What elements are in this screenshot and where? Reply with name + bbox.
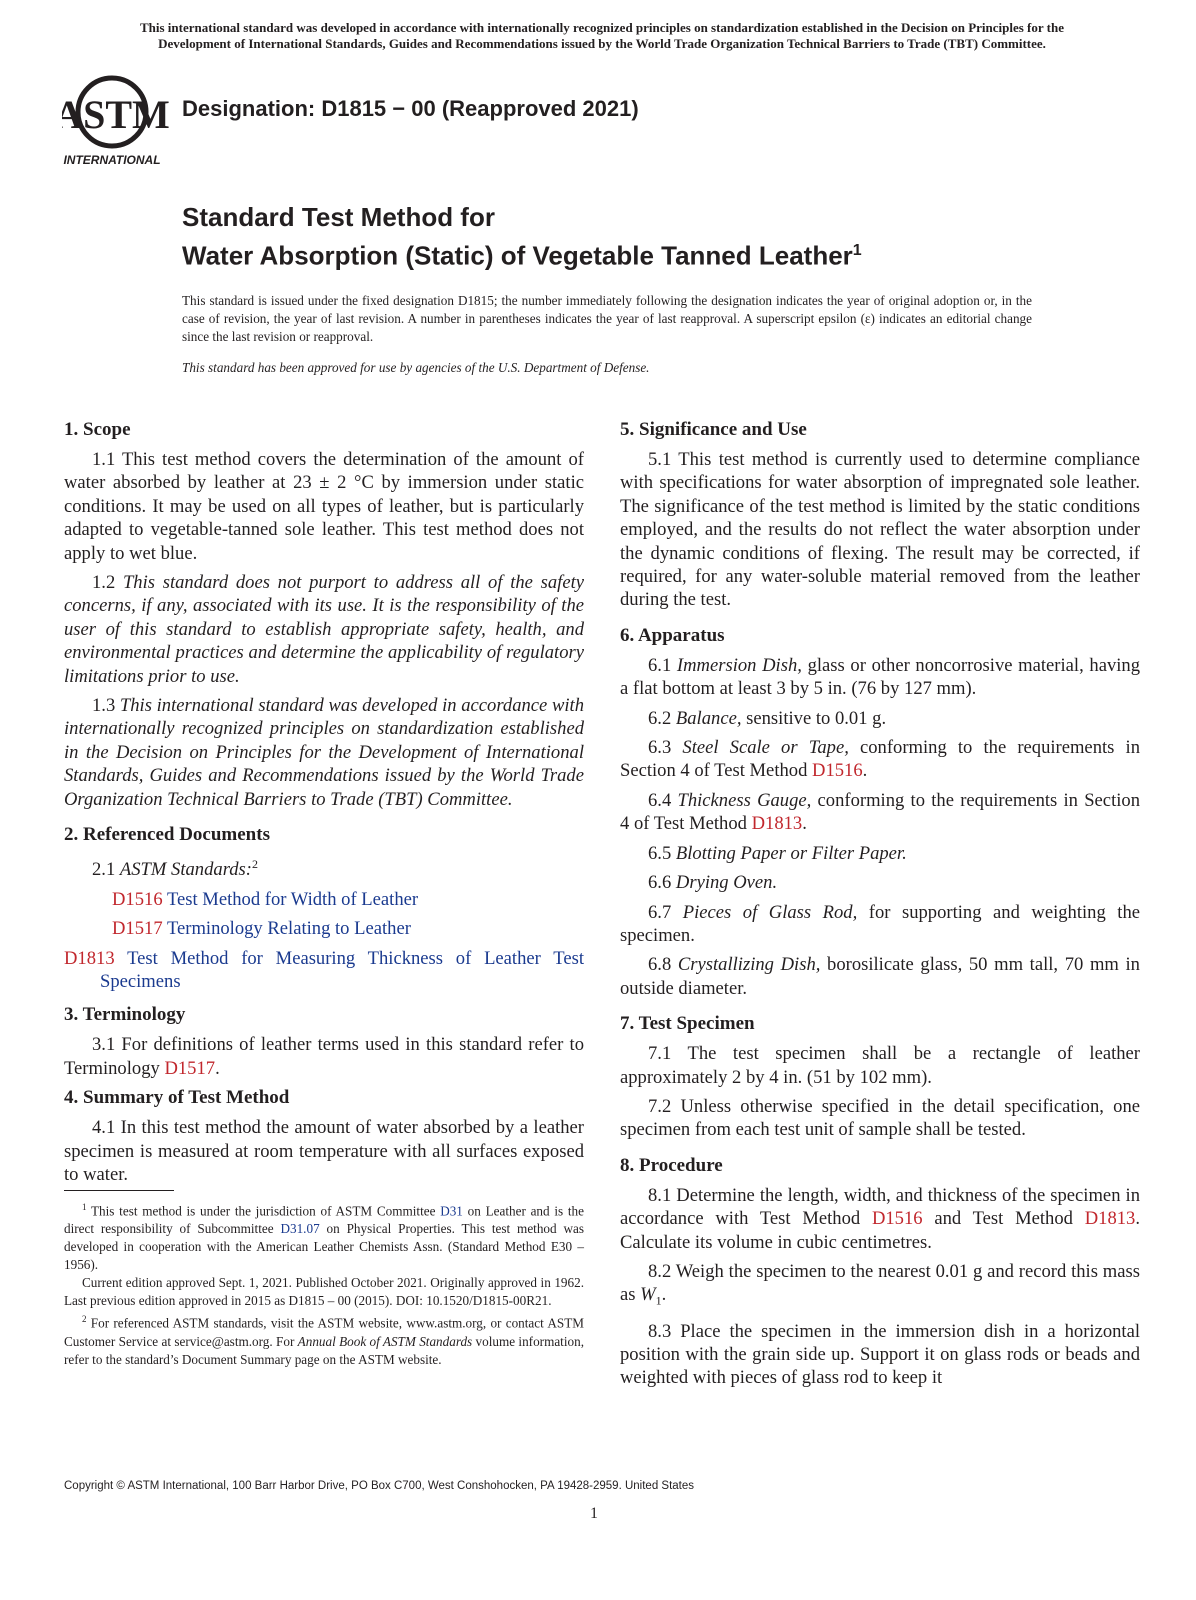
apparatus-name: Immersion Dish, (676, 654, 802, 676)
section-7-1: 7.1 The test specimen shall be a rectangle of leather approximately 2 by 4 in. (51 by 102 mm). (620, 1043, 1140, 1088)
footnote-edition: Current edition approved Sept. 1, 2021. Published October 2021. Originally approved in 1962. Last previous edition approved in 2015 as D1815 – 00 (2015). DOI: 10.1520/D1815-00R21. (64, 1275, 584, 1309)
section-8-1-text: 8.1 Determine the length, width, and thickness of the specimen in accordance with Test Method (620, 1184, 1140, 1230)
section-1-2-text: This standard does not purport to address all of the safety concerns, if any, associated with its use. It is the responsibility of the user of this standard to establish appropriate safety, health, and environmental practices and determine the applicability of regulatory limitations prior to use. (64, 572, 584, 687)
logo-subtext: INTERNATIONAL (63, 153, 161, 167)
section-4-1: 4.1 In this test method the amount of water absorbed by a leather specimen is measured at room temperature with all surfaces exposed to water. (64, 1117, 584, 1185)
section-8-1 (620, 1184, 1140, 1254)
title-footnote-mark: 1 (852, 242, 862, 259)
section-number: 6.7 (648, 901, 672, 923)
apparatus-text: conforming to the requirements in Section 4 of Test Method (620, 789, 1140, 835)
apparatus-item (620, 901, 1140, 948)
apparatus-text: for supporting and weighting the specimen. (620, 901, 1140, 946)
section-number: 6.6 (648, 872, 672, 894)
reference-title[interactable]: Test Method for Measuring Thickness of Leather Test Specimens (100, 947, 584, 992)
reference-link[interactable]: D1517 (164, 1057, 216, 1079)
logo-text: ASTM (62, 92, 170, 137)
punct: . (215, 1057, 220, 1079)
reference-list (64, 888, 584, 994)
footnote-text: volume information, refer to the standard’s Document Summary page on the ASTM website. (64, 1333, 584, 1367)
section-number: 6.8 (648, 954, 672, 976)
apparatus-text: conforming to the requirements in Section 4 of Test Method (620, 737, 1140, 782)
apparatus-item (620, 871, 1140, 894)
apparatus-name: Balance, (675, 707, 742, 729)
section-number: 1.3 (92, 695, 116, 717)
reference-link[interactable]: D1516 (812, 760, 863, 782)
apparatus-text: borosilicate glass, 50 mm tall, 70 mm in outside diameter. (620, 954, 1140, 999)
right-column (620, 418, 1140, 1396)
mass-variable: W (640, 1284, 656, 1306)
notice-line-1: This international standard was developed in accordance with internationally recognized principles on standardization established in the Decision on Principles for the (139, 20, 1064, 35)
reference-title[interactable]: Terminology Relating to Leather (166, 918, 411, 940)
reference-item[interactable] (64, 947, 584, 994)
apparatus-name: Thickness Gauge, (677, 789, 812, 811)
footnote-1 (64, 1198, 584, 1274)
footnote-ref: 2 (251, 857, 258, 872)
committee-link[interactable]: D31 (440, 1203, 463, 1219)
footnote-mark: 1 (82, 1202, 87, 1212)
document-title (182, 200, 862, 273)
apparatus-item (620, 953, 1140, 1000)
apparatus-item (620, 736, 1140, 783)
section-number: 6.5 (648, 842, 672, 864)
defense-note: This standard has been approved for use by agencies of the U.S. Department of Defense. (182, 360, 650, 375)
footnote-text: For referenced ASTM standards, visit the ASTM website, www.astm.org, or contact ASTM Customer Service at service@astm.org. For (64, 1315, 584, 1349)
section-1-3-text: This international standard was developed in accordance with internationally recognized principles on standardization established in the Decision on Principles for the Development of International Standards, Guides and Recommendations issued by the World Trade Organization Technical Barriers to Trade (TBT) Committee. (64, 695, 584, 810)
apparatus-name: Drying Oven. (675, 872, 778, 894)
mass-subscript: 1 (655, 1294, 662, 1309)
scope-heading: 1. Scope (64, 419, 131, 440)
notice-line-2: Development of International Standards, Guides and Recommendations issued by the World Trade Organization Technical Barriers to Trade (TBT) Committee. (158, 36, 1046, 51)
footnote-rule (64, 1190, 174, 1191)
punct: . (862, 760, 868, 782)
page-number: 1 (590, 1505, 598, 1522)
footnote-text: This test method is under the jurisdiction of ASTM Committee (86, 1203, 441, 1219)
section-number: 6.3 (648, 737, 672, 759)
apparatus-name: Crystallizing Dish, (677, 954, 821, 976)
test-specimen-heading: 7. Test Specimen (620, 1013, 755, 1035)
copyright-notice: Copyright © ASTM International, 100 Barr Harbor Drive, PO Box C700, West Conshohocken, PA 19428-2959. United States (64, 1480, 695, 1492)
footnote-text: on Physical Properties. This test method was developed in cooperation with the American Leather Chemists Assn. (Standard Method E30 – 1956). (64, 1221, 584, 1273)
apparatus-item (620, 707, 1140, 730)
astm-standards-label: ASTM Standards: (119, 859, 252, 881)
title-line-2-text: Water Absorption (Static) of Vegetable Tanned Leather (182, 240, 853, 271)
international-standard-notice (62, 20, 1142, 52)
apparatus-item (620, 842, 1140, 865)
section-8-1-text: . Calculate its volume in cubic centimetres. (620, 1208, 1140, 1253)
annual-book-title: Annual Book of ASTM Standards (297, 1333, 473, 1349)
footnote-mark: 2 (82, 1314, 87, 1325)
reference-code[interactable]: D1813 (64, 947, 115, 969)
title-line-1: Standard Test Method for (182, 202, 495, 232)
section-8-2-text: 8.2 Weigh the specimen to the nearest 0.01 g and record this mass as (620, 1260, 1140, 1306)
apparatus-name: Blotting Paper or Filter Paper. (675, 842, 907, 864)
astm-logo (62, 72, 174, 170)
reference-link[interactable]: D1516 (871, 1208, 923, 1230)
reference-link[interactable]: D1813 (1084, 1208, 1136, 1230)
procedure-heading: 8. Procedure (620, 1154, 723, 1176)
designation: Designation: D1815 − 00 (Reapproved 2021) (182, 96, 639, 121)
section-8-3: 8.3 Place the specimen in the immersion dish in a horizontal position with the grain side up. Support it on glass rods or beads and weighted with pieces of glass rod to keep it (620, 1320, 1140, 1389)
section-number: 6.1 (648, 654, 672, 676)
referenced-documents-heading: 2. Referenced Documents (64, 824, 270, 846)
section-1-1: 1.1 This test method covers the determination of the amount of water absorbed by leather at 23 ± 2 °C by immersion under static conditions. It may be used on all types of leather, but is particularly adapted to vegetable-tanned sole leather. This test method does not apply to wet blue. (64, 449, 584, 564)
section-8-1-text: and Test Method (922, 1208, 1085, 1230)
apparatus-item (620, 654, 1140, 701)
reference-code[interactable]: D1516 (112, 888, 163, 910)
title-line-2 (182, 234, 862, 273)
apparatus-name: Pieces of Glass Rod, (682, 901, 858, 923)
issue-statement: This standard is issued under the fixed designation D1815; the number immediately following the designation indicates the year of original adoption or, in the case of revision, the year of last revision. A number in parentheses indicates the year of last reapproval. A superscript epsilon (ε) indicates an editorial change since the last revision or reapproval. (182, 293, 1032, 344)
footnotes (64, 1198, 584, 1369)
terminology-heading: 3. Terminology (64, 1004, 186, 1026)
section-2-1 (64, 853, 584, 882)
apparatus-heading: 6. Apparatus (620, 624, 725, 646)
section-3-1 (64, 1033, 584, 1080)
section-8-2 (620, 1260, 1140, 1314)
punct: . (661, 1284, 667, 1306)
summary-heading: 4. Summary of Test Method (64, 1087, 290, 1109)
section-number: 1.2 (92, 572, 116, 594)
section-1-3 (64, 694, 584, 811)
reference-link[interactable]: D1813 (751, 813, 803, 835)
section-number: 6.2 (648, 707, 672, 729)
apparatus-text: glass or other noncorrosive material, having a flat bottom at least 3 by 5 in. (76 by 127 mm). (620, 654, 1140, 700)
reference-title[interactable]: Test Method for Width of Leather (166, 888, 419, 910)
section-number: 6.4 (648, 789, 672, 811)
apparatus-list (620, 654, 1140, 1000)
footnote-text: on Leather and is the direct responsibility of Subcommittee (64, 1203, 584, 1237)
section-5-1: 5.1 This test method is currently used to determine compliance with specifications for water absorption of impregnated sole leather. The significance of the test method is limited by the static conditions employed, and the results do not reflect the water absorption under the dynamic conditions of flexing. The result may be corrected, if required, for any water-soluble material removed from the leather during the test. (620, 449, 1140, 611)
reference-item[interactable] (64, 917, 584, 940)
section-7-2: 7.2 Unless otherwise specified in the detail specification, one specimen from each test unit of sample shall be tested. (620, 1095, 1140, 1141)
footnote-2 (64, 1310, 584, 1368)
significance-heading: 5. Significance and Use (620, 419, 807, 440)
section-1-2 (64, 571, 584, 688)
reference-item[interactable] (64, 888, 584, 911)
apparatus-item (620, 789, 1140, 836)
reference-code[interactable]: D1517 (112, 918, 163, 940)
section-3-1-text: 3.1 For definitions of leather terms used in this standard refer to Terminology (64, 1034, 584, 1079)
section-number: 2.1 (92, 859, 116, 881)
punct: . (802, 813, 807, 835)
subcommittee-link[interactable]: D31.07 (280, 1221, 320, 1237)
apparatus-name: Steel Scale or Tape, (682, 737, 849, 759)
left-column (64, 418, 584, 1192)
apparatus-text: sensitive to 0.01 g. (741, 707, 887, 729)
